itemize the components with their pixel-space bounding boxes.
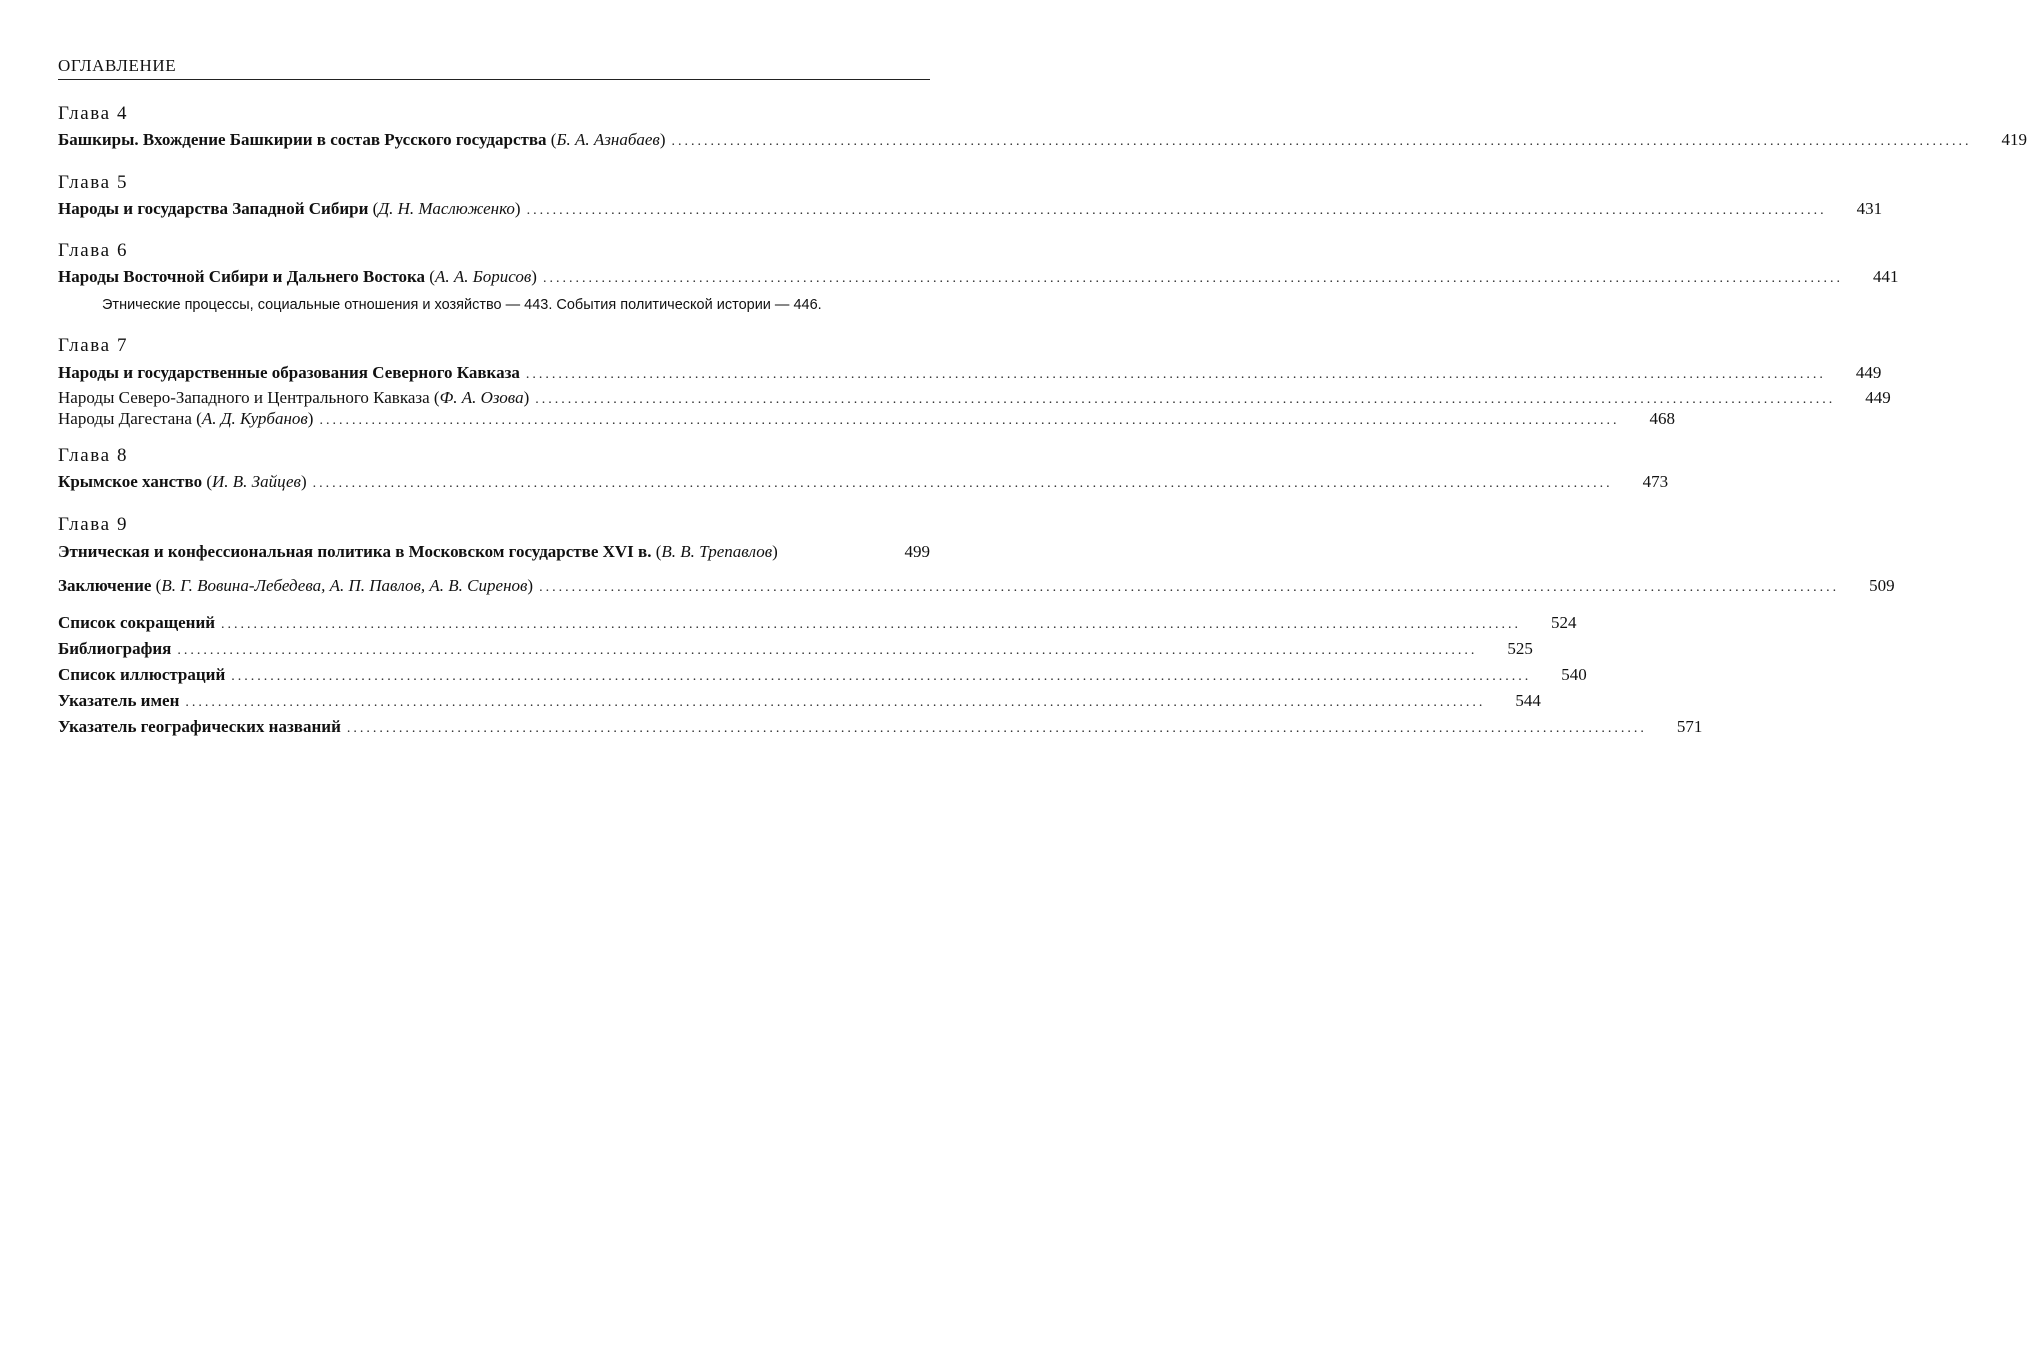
entry-title: Библиография <box>58 639 172 658</box>
leader-dots: ........................................................................................................................................................................................................ <box>671 134 1972 149</box>
entry-author: В. В. Трепавлов <box>661 542 773 561</box>
page-number: 431 <box>1856 199 1883 218</box>
leader-dots: ........................................................................................................................................................................................................ <box>525 367 1826 382</box>
entry-title: Этническая и конфессиональная политика в Московском государстве XVI в. <box>58 542 652 561</box>
page-number: 441 <box>1872 267 1899 286</box>
leader-dots: ........................................................................................................................................................................................................ <box>177 643 1478 658</box>
chapter-6-heading: Глава 6 <box>58 240 129 261</box>
chapter-9-heading: Глава 9 <box>58 514 129 535</box>
page-number: 468 <box>1649 409 1675 428</box>
entry-title: Народы Северо-Западного и Центрального Кавказа <box>58 388 430 407</box>
page-number: 525 <box>1507 639 1533 658</box>
entry-author: И. В. Зайцев <box>212 472 301 491</box>
toc-entry-chapter-7[interactable] <box>58 362 1882 386</box>
entry-title: Народы и государственные образования Северного Кавказа <box>58 363 520 382</box>
toc-entry-conclusion[interactable]: Заключение (В. Г. Вовина-Лебедева, А. П. Павлов, А. В. Сиренов) ........................................................................................................................................................................................................ 509 <box>58 575 930 599</box>
entry-title: Народы и государства Западной Сибири <box>58 199 369 218</box>
leader-dots: ........................................................................................................................................................................................................ <box>542 271 1843 286</box>
chapter-7-heading: Глава 7 <box>58 335 129 356</box>
entry-author: А. А. Борисов <box>434 267 532 286</box>
entry-title: Заключение <box>58 576 152 595</box>
leader-dots: ........................................................................................................................................................................................................ <box>346 721 1647 736</box>
page-number: 499 <box>904 542 930 561</box>
entry-title: Указатель географических названий <box>58 717 341 736</box>
entry-title: Список сокращений <box>58 613 216 632</box>
chapter-5-heading: Глава 5 <box>58 172 129 193</box>
chapter-6-subtopics: Этнические процессы, социальные отношения и хозяйство — 443. События политической истории — 446. <box>102 297 822 313</box>
page-number: 540 <box>1561 665 1587 684</box>
page-number: 419 <box>2001 130 2027 149</box>
entry-author: Д. Н. Маслюженко <box>378 199 515 218</box>
chapter-8-heading: Глава 8 <box>58 445 129 466</box>
leader-dots: ........................................................................................................................................................................................................ <box>221 617 1522 632</box>
leader-dots: ........................................................................................................................................................................................................ <box>535 392 1836 407</box>
leader-dots: ........................................................................................................................................................................................................ <box>319 413 1620 428</box>
toc-entry-bibliography[interactable] <box>58 638 1533 662</box>
leader-dots: ........................................................................................................................................................................................................ <box>185 695 1486 710</box>
page-number: 473 <box>1642 472 1669 491</box>
entry-author: Б. А. Азнабаев <box>556 130 660 149</box>
entry-title: Народы Восточной Сибири и Дальнего Востока <box>58 267 426 286</box>
entry-title: Указатель имен <box>58 691 180 710</box>
entry-author: Ф. А. Озова <box>439 388 524 407</box>
toc-entry-section[interactable]: Народы Дагестана (А. Д. Курбанов) ........................................................................................................................................................................................................ 468 <box>58 408 930 432</box>
page-number: 509 <box>1869 576 1895 595</box>
page-number: 571 <box>1676 717 1703 736</box>
leader-dots: ........................................................................................................................................................................................................ <box>526 203 1827 218</box>
toc-entry-chapter-9[interactable]: Этническая и конфессиональная политика в Московском государстве XVI в. (В. В. Трепавлов) 499 <box>58 542 930 561</box>
toc-entry-chapter-5[interactable]: Народы и государства Западной Сибири (Д. Н. Маслюженко) ........................................................................................................................................................................................................ 431 <box>58 198 930 222</box>
page-number: 449 <box>1855 363 1882 382</box>
leader-dots: ........................................................................................................................................................................................................ <box>312 476 1613 491</box>
toc-entry-name-index[interactable] <box>58 690 1541 714</box>
toc-entry-abbreviations[interactable] <box>58 612 1577 636</box>
toc-entry-chapter-4[interactable]: Башкиры. Вхождение Башкирии в состав Русского государства (Б. А. Азнабаев) ........................................................................................................................................................................................................ 419 <box>58 129 930 153</box>
running-title: ОГЛАВЛЕНИЕ <box>58 56 177 75</box>
entry-title: Список иллюстраций <box>58 665 226 684</box>
entry-title: Народы Дагестана <box>58 409 192 428</box>
entry-author: В. Г. Вовина-Лебедева, А. П. Павлов, А. В. Сиренов <box>161 576 528 595</box>
toc-entry-geo-index[interactable] <box>58 716 1703 740</box>
page-number: 449 <box>1865 388 1891 407</box>
entry-author: А. Д. Курбанов <box>201 409 308 428</box>
page-number: 544 <box>1515 691 1541 710</box>
entry-title: Башкиры. Вхождение Башкирии в состав Русского государства <box>58 130 547 149</box>
toc-entry-section[interactable]: Народы Северо-Западного и Центрального Кавказа (Ф. А. Озова) ........................................................................................................................................................................................................ 449 <box>58 387 930 411</box>
header-rule <box>58 79 930 80</box>
toc-entry-illustrations[interactable] <box>58 664 1587 688</box>
chapter-4-heading: Глава 4 <box>58 103 129 124</box>
toc-entry-chapter-8[interactable]: Крымское ханство (И. В. Зайцев) ........................................................................................................................................................................................................ 473 <box>58 471 930 495</box>
leader-dots: ........................................................................................................................................................................................................ <box>539 580 1840 595</box>
leader-dots: ........................................................................................................................................................................................................ <box>231 669 1532 684</box>
entry-title: Крымское ханство <box>58 472 203 491</box>
page-number: 524 <box>1551 613 1577 632</box>
toc-entry-chapter-6[interactable]: Народы Восточной Сибири и Дальнего Востока (А. А. Борисов) ........................................................................................................................................................................................................ 441 <box>58 266 930 290</box>
